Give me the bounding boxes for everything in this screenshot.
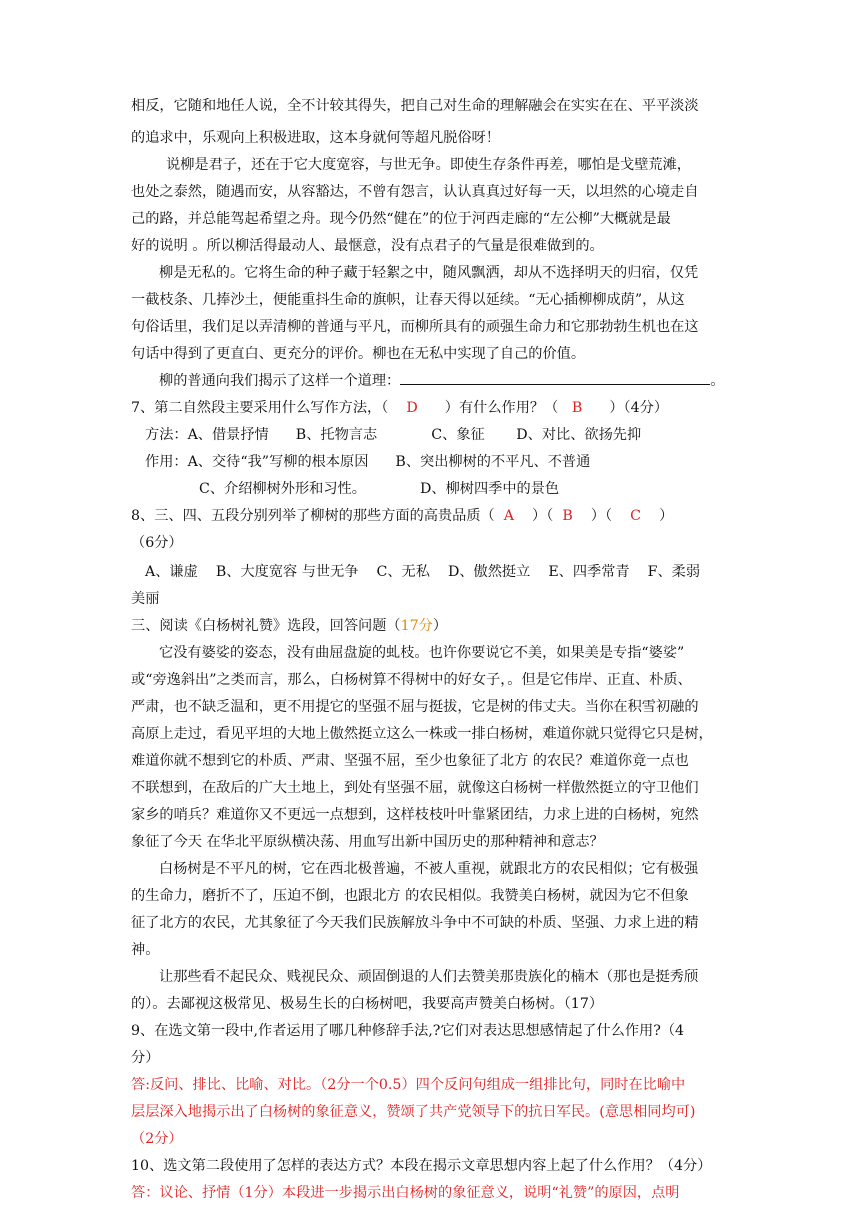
passage2-line: 征了北方的农民，尤其象征了今天我们民族解放斗争中不可缺的朴质、坚强、力求上进的精 xyxy=(131,915,699,931)
passage2-line: 难道你就不想到它的朴质、严肃、坚强不屈，至少也象征了北方 的农民？难道你竟一点也 xyxy=(131,753,689,769)
passage2-line: 高原上走过，看见平坦的大地上傲然挺立这么一株或一排白杨树，难道你就只觉得它只是树， xyxy=(131,726,713,742)
passage2-line: 的生命力，磨折不了，压迫不倒，也跟北方 的农民相似。我赞美白杨树，就因为它不但象 xyxy=(131,888,689,904)
passage2-line: 严肃，也不缺乏温和，更不用提它的坚强不屈与挺拔，它是树的伟丈夫。当你在积雪初融的 xyxy=(131,699,699,715)
passage1-line: 说柳是君子，还在于它大度宽容，与世无争。即使生存条件再差，哪怕是戈壁荒滩， xyxy=(166,157,691,173)
passage1-line: 句话中得到了更直白、更充分的评价。柳也在无私中实现了自己的价值。 xyxy=(131,346,586,362)
question-8: 8、三、四、五段分别列举了柳树的那些方面的高贵品质（ A ）（ B ）（ C ） xyxy=(131,508,674,524)
passage2-line: 或“旁逸斜出”之类而言，那么，白杨树算不得树中的好女子，。但是它伟岸、正直、朴质、 xyxy=(131,672,692,688)
fill-in-line xyxy=(159,369,724,393)
q7-effect-options: 作用：A、交待“我”写柳的根本原因 B、突出柳树的不平凡、不普通 xyxy=(145,454,591,470)
passage2-line: 家乡的哨兵？难道你又不更远一点想到，这样枝枝叶叶靠紧团结，力求上进的白杨树，宛然 xyxy=(131,807,699,823)
passage2-line: 白杨树是不平凡的树，它在西北极普遍，不被人重视，就跟北方的农民相似；它有极强 xyxy=(159,861,699,877)
answer-10: 答：议论、抒情（1分）本段进一步揭示出白杨树的象征意义，说明“礼赞”的原因，点明 xyxy=(131,1185,680,1201)
q8-options: 美丽 xyxy=(131,591,160,607)
question-7: 7、第二自然段主要采用什么写作方法，（ D ）有什么作用？（ B ）（4分） xyxy=(131,400,669,416)
section-3-score: 17分 xyxy=(400,618,433,634)
section-3-title: 三、阅读《白杨树礼赞》选段，回答问题（17分） xyxy=(131,618,448,634)
passage1-line: 好的说明 。所以柳活得最动人、最惬意，没有点君子的气量是很难做到的。 xyxy=(131,238,604,254)
passage2-line: 的）。去鄙视这极常见、极易生长的白杨树吧，我要高声赞美白杨树。（17） xyxy=(131,996,604,1012)
passage1-line: 相反，它随和地任人说，全不计较其得失，把自己对生命的理解融会在实实在在、平平淡淡 xyxy=(131,98,699,114)
fill-in-prompt: 柳的普通向我们揭示了这样一个道理： xyxy=(159,373,401,389)
answer-mark: C xyxy=(630,508,642,524)
fill-in-suffix: 。 xyxy=(710,373,725,389)
passage2-line: 神。 xyxy=(131,942,160,958)
answer-9: （2分） xyxy=(131,1131,183,1147)
passage1-line: 也处之泰然，随遇而安，从容豁达，不曾有怨言，认认真真过好每一天，以坦然的心境走自 xyxy=(131,184,699,200)
answer-mark: B xyxy=(562,508,573,524)
answer-mark: B xyxy=(571,400,583,416)
q7-method-options: 方法：A、借景抒情 B、托物言志 C、象征 D、对比、欲扬先抑 xyxy=(145,427,642,443)
passage1-line: 句俗话里，我们足以弄清柳的普通与平凡，而柳所具有的顽强生命力和它那勃勃生机也在这 xyxy=(131,319,699,335)
passage1-line: 柳是无私的。它将生命的种子藏于轻絮之中，随风飘洒，却从不选择明天的归宿，仅凭 xyxy=(159,265,699,281)
passage2-line: 它没有婆娑的姿态，没有曲屈盘旋的虬枝。也许你要说它不美，如果美是专指“婆娑” xyxy=(159,645,685,661)
answer-mark: D xyxy=(406,400,418,416)
question-9: 分） xyxy=(131,1050,160,1066)
passage2-line: 让那些看不起民众、贱视民众、顽固倒退的人们去赞美那贵族化的楠木（那也是挺秀颀 xyxy=(159,969,699,985)
passage1-line: 的追求中，乐观向上积极进取，这本身就何等超凡脱俗呀！ xyxy=(131,130,500,146)
q8-score: （6分） xyxy=(131,535,183,551)
answer-9: 层层深入地揭示出了白杨树的象征意义，赞颂了共产党领导下的抗日军民。(意思相同均可) xyxy=(131,1104,696,1120)
q7-effect-options: C、介绍柳树外形和习性。 D、柳树四季中的景色 xyxy=(199,481,560,497)
question-10: 10、选文第二段使用了怎样的表达方式？本段在揭示文章思想内容上起了什么作用？（4分） xyxy=(131,1158,712,1174)
passage2-line: 象征了今天 在华北平原纵横决荡、用血写出新中国历史的那种精神和意志？ xyxy=(131,834,604,850)
answer-mark: A xyxy=(503,508,514,524)
passage1-line: 己的路，并总能驾起希望之舟。现今仍然“健在”的位于河西走廊的“左公柳”大概就是最 xyxy=(131,211,671,227)
answer-blank[interactable] xyxy=(400,370,710,385)
answer-9: 答:反问、排比、比喻、对比。（2分一个0.5）四个反问句组成一组排比句，同时在比喻中 xyxy=(131,1077,686,1093)
passage2-line: 不联想到，在敌后的广大土地上，到处有坚强不屈，就像这白杨树一样傲然挺立的守卫他们 xyxy=(131,780,699,796)
q8-options: A、谦虚 B、大度宽容 与世无争 C、无私 D、傲然挺立 E、四季常青 F、柔弱 xyxy=(145,564,701,580)
question-9: 9、在选文第一段中,作者运用了哪几种修辞手法,?它们对表达思想感情起了什么作用?（4 xyxy=(131,1023,685,1039)
passage1-line: 一截枝条、几捧沙土，便能重抖生命的旗帜，让春天得以延续。“无心插柳柳成荫”，从这 xyxy=(131,292,685,308)
